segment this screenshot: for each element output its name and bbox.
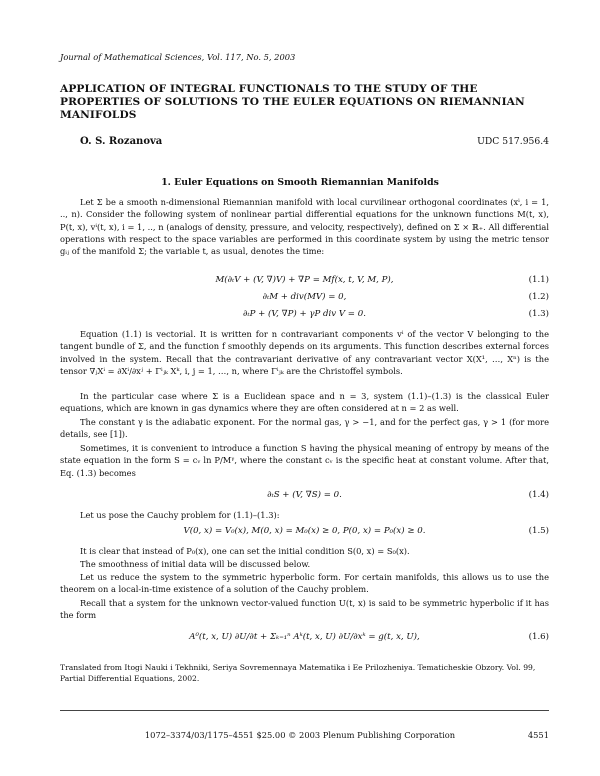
paragraph-initial: It is clear that instead of P₀(x), one can set the initial condition S(0, x) = S₀(x). (80, 546, 410, 556)
equation-number: (1.4) (528, 490, 549, 500)
equation-body: ∂ₜP + (V, ∇P) + γP div V = 0. (243, 309, 366, 319)
translation-footnote: Translated from Itogi Nauki i Tekhniki, Seriya Sovremennaya Matematika i Ee Prilozheniya. Tematicheskie Obzory. Vol. 99, Partial Differential Equations, 2002. (60, 663, 536, 683)
section-title: 1. Euler Equations on Smooth Riemannian Manifolds (161, 177, 439, 188)
paragraph-cauchy: Let us pose the Cauchy problem for (1.1)–(1.3): (80, 510, 280, 520)
journal-header: Journal of Mathematical Sciences, Vol. 117, No. 5, 2003 (60, 52, 296, 62)
paragraph-entropy: Sometimes, it is convenient to introduce a function S having the physical meaning of entropy by means of the state equation in the form S = cᵥ ln P/Mᵞ, where the constant cᵥ is the specific heat at constant volume. After that, Eq. (1.3) becomes (60, 443, 549, 478)
author-name: O. S. Rozanova (80, 136, 163, 147)
paragraph-intro: Let Σ be a smooth n-dimensional Riemannian manifold with local curvilinear orthogonal coordinates (xⁱ, i = 1, .., n). Consider the following system of nonlinear partial differential equations for the unknown functions M(t, x), P(t, x), vⁱ(t, x), i = 1, .., n (analogs of density, pressure, and velocity, respectively), defined on Σ × ℝ₊. All differential operations with respect to the space variables are performed in this coordinate system by using the metric tensor gᵢⱼ of the manifold Σ; the variable t, as usual, denotes the time: (60, 197, 549, 257)
equation-body: ∂ₜS + (V, ∇S) = 0. (267, 490, 342, 500)
footer-divider (60, 710, 549, 711)
paragraph-symmetric: Let us reduce the system to the symmetric hyperbolic form. For certain manifolds, this allows us to use the theorem on a local-in-time existence of a solution of the Cauchy problem. (60, 572, 549, 595)
equation-1-2 (60, 292, 549, 306)
footer-copyright: 1072–3374/03/1175–4551 $25.00 © 2003 Plenum Publishing Corporation (144, 730, 456, 740)
paragraph-smoothness: The smoothness of initial data will be discussed below. (80, 559, 311, 569)
equation-number: (1.6) (528, 632, 549, 642)
udc-code: UDC 517.956.4 (477, 136, 549, 147)
equation-1-3 (60, 309, 549, 323)
equation-1-1 (60, 275, 549, 289)
equation-body: A⁰(t, x, U) ∂U/∂t + Σₖ₌₁ⁿ Aᵏ(t, x, U) ∂U/∂xᵏ = g(t, x, U), (189, 632, 420, 642)
equation-1-5 (60, 526, 549, 540)
paragraph-hyperbolic: Recall that a system for the unknown vector-valued function U(t, x) is said to be symmetric hyperbolic if it has the form (60, 598, 549, 621)
equation-1-6 (60, 632, 549, 646)
equation-number: (1.1) (528, 275, 549, 285)
paragraph-vectorial: Equation (1.1) is vectorial. It is written for n contravariant components vⁱ of the vector V belonging to the tangent bundle of Σ, and the function f smoothly depends on its arguments. This function describes external forces involved in the system. Recall that the contravariant derivative of any contravariant vector X(X¹, …, Xⁿ) is the tensor ∇ⱼXⁱ = ∂Xⁱ/∂xʲ + Γⁱⱼₖ Xᵏ, i, j = 1, …, n, where Γⁱⱼₖ are the Christoffel symbols. (60, 329, 549, 376)
equation-number: (1.5) (528, 526, 549, 536)
page-number: 4551 (527, 730, 549, 740)
equation-body: ∂ₜM + div(MV) = 0, (262, 292, 347, 302)
paragraph-euclidean: In the particular case where Σ is a Euclidean space and n = 3, system (1.1)–(1.3) is the classical Euler equations, which are known in gas dynamics where they are often considered at n = 2 as well. (60, 391, 549, 414)
paper-title: APPLICATION OF INTEGRAL FUNCTIONALS TO THE STUDY OF THE PROPERTIES OF SOLUTIONS TO THE EULER EQUATIONS ON RIEMANNIAN MANIFOLDS (60, 83, 525, 121)
equation-body: M(∂ₜV + (V, ∇)V) + ∇P = Mf(x, t, V, M, P), (215, 275, 394, 285)
equation-1-4 (60, 490, 549, 504)
equation-number: (1.2) (528, 292, 549, 302)
equation-body: V(0, x) = V₀(x), M(0, x) = M₀(x) ≥ 0, P(0, x) = P₀(x) ≥ 0. (183, 526, 426, 536)
equation-number: (1.3) (528, 309, 549, 319)
paragraph-adiabatic: The constant γ is the adiabatic exponent. For the normal gas, γ > −1, and for the perfect gas, γ > 1 (for more details, see [1]). (60, 417, 549, 440)
